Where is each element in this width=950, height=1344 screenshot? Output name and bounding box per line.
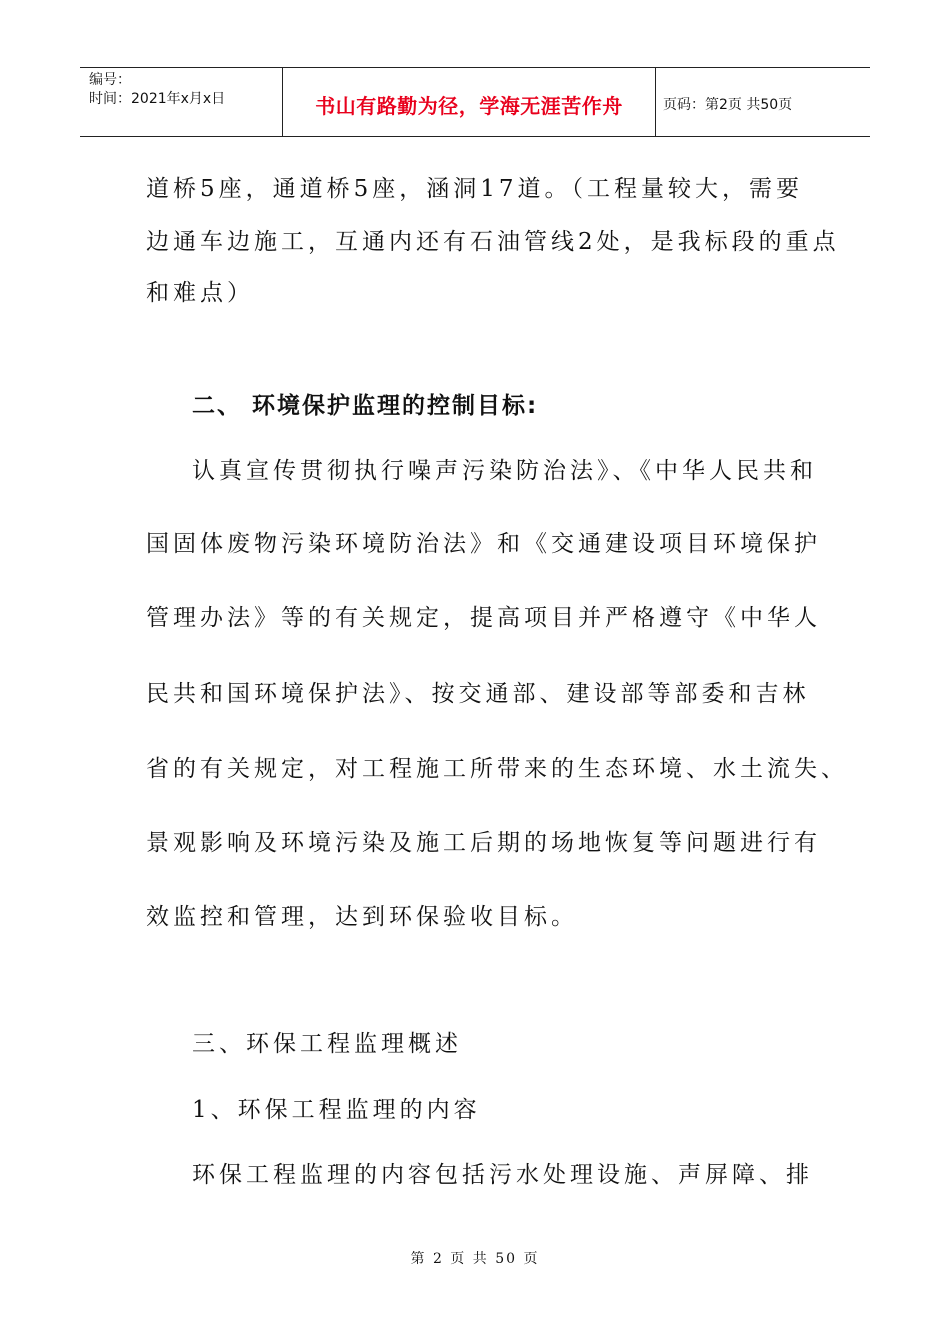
- page-header: [80, 67, 870, 137]
- body-line-1: 道桥5座，通道桥5座，涵洞17道。（工程量较大，需要: [146, 176, 804, 202]
- body-line-2: 边通车边施工，互通内还有石油管线2处，是我标段的重点: [146, 229, 840, 255]
- header-page-info: 页码：第2页 共50页: [663, 97, 793, 113]
- page-footer: 第 2 页 共 50 页: [410, 1251, 540, 1267]
- body-line-3: 和难点）: [146, 280, 254, 306]
- subsection-1-line-1: 环保工程监理的内容包括污水处理设施、声屏障、排: [192, 1162, 813, 1188]
- section-2-line-7: 效监控和管理，达到环保验收目标。: [146, 904, 578, 930]
- section-3-heading: 三、环保工程监理概述: [192, 1031, 462, 1057]
- section-2-line-5: 省的有关规定，对工程施工所带来的生态环境、水土流失、: [146, 756, 848, 782]
- doc-time-label: 时间：2021年x月x日: [89, 91, 226, 107]
- section-2-line-1: 认真宣传贯彻执行噪声污染防治法》、《中华人民共和: [192, 458, 817, 484]
- section-2-line-4: 民共和国环境保护法》、按交通部、建设部等部委和吉林: [146, 681, 810, 707]
- section-2-line-3: 管理办法》等的有关规定，提高项目并严格遵守《中华人: [146, 605, 821, 631]
- header-meta: [80, 68, 283, 136]
- subsection-1-heading: 1、环保工程监理的内容: [192, 1097, 481, 1123]
- header-motto: 书山有路勤为径，学海无涯苦作舟: [283, 68, 656, 136]
- doc-number-label: 编号：: [89, 72, 131, 88]
- section-2-line-2: 国固体废物污染环境防治法》和《交通建设项目环境保护: [146, 531, 821, 557]
- section-2-line-6: 景观影响及环境污染及施工后期的场地恢复等问题进行有: [146, 830, 821, 856]
- section-2-heading: 二、 环境保护监理的控制目标:: [192, 393, 539, 419]
